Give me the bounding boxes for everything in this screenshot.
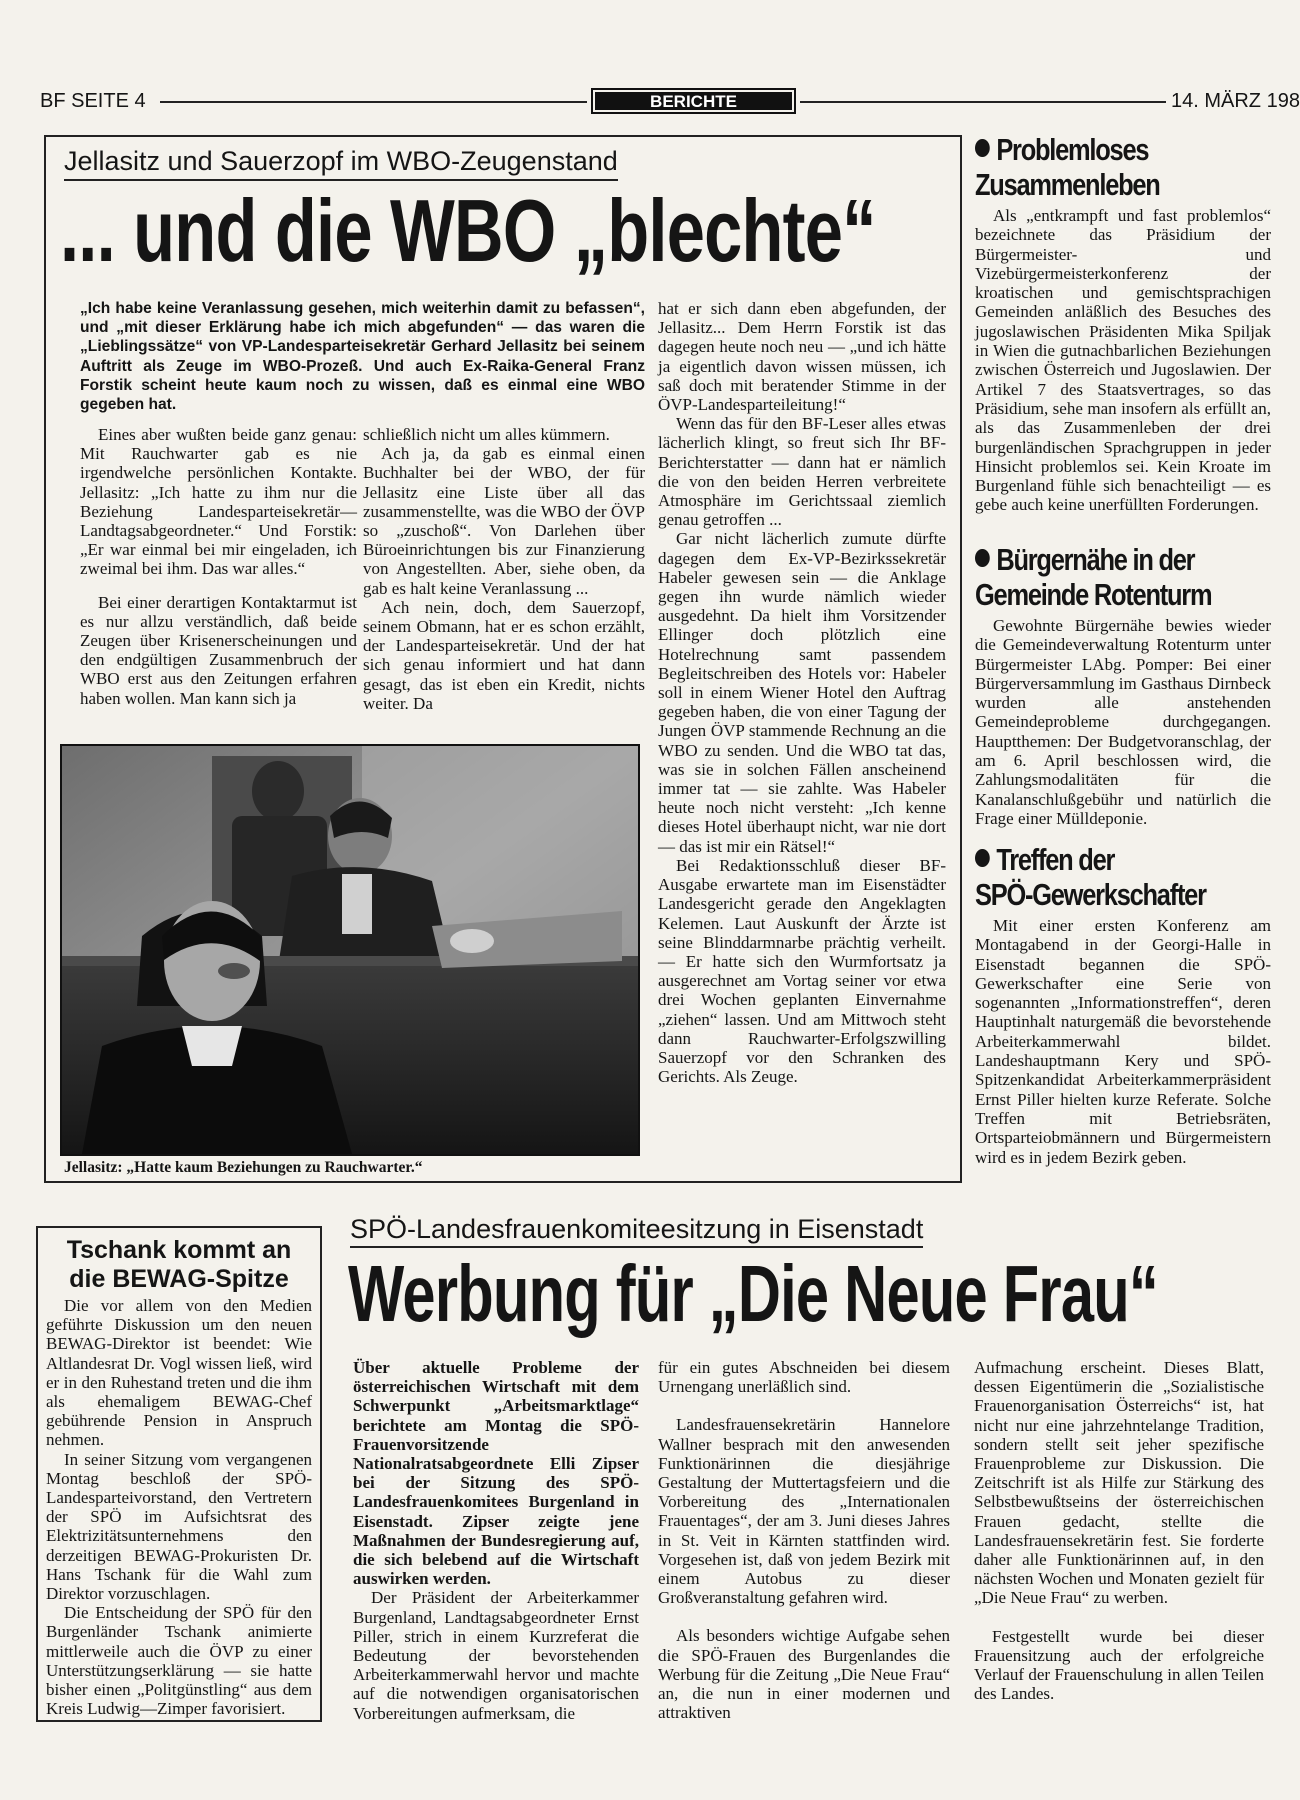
sidebar-item-3-title — [975, 842, 1218, 912]
bullet-icon — [975, 549, 990, 567]
box-title-line2: die BEWAG-Spitze — [69, 1265, 289, 1293]
header-rule-left — [160, 101, 587, 103]
box-p1: Die vor allem von den Medien geführte Diskussion um den neuen BEWAG-Direktor ist beendet: Wie Altlandesrat Dr. Vogl wissen ließ, wird er in den Ruhestand treten und die ihm als ehemaligem BEWAG-Chef gebührende Pension in Anspruch nehmen. — [46, 1296, 312, 1450]
main-col2-p2: Ach ja, da gab es einmal einen Buchhalter bei der WBO, der für Jellasitz eine Liste über all das zusammenstellte, was die WBO der ÖVP so „zuschoß“. Von Darlehen über Büroeinrichtungen bis zur Finanzierung von Angestellten. Aber, siehe oben, da gab es halt keine Veranlassung ... — [363, 444, 645, 598]
box-article — [36, 1226, 322, 1722]
main-col3-p2: Wenn das für den BF-Leser alles etwas lächerlich klingt, so freut sich Ihr BF-Berichterstatter — dann hat er nämlich die von den beiden Herren verbreitete Atmosphäre im Gerichtssaal ziemlich genau getroffen ... — [658, 414, 946, 530]
header-rule-right — [800, 101, 1166, 103]
section-label — [591, 88, 796, 114]
main-headline: ... und die WBO „blechte“ — [60, 181, 876, 280]
main-article — [44, 135, 962, 1183]
bottom-col2-p3: Als besonders wichtige Aufgabe sehen die SPÖ-Frauen des Burgenlandes die Werbung für die Zeitung „Die Neue Frau“ an, die nun in einer modernen und attraktiven — [658, 1626, 950, 1723]
main-col2-p1: schließlich nicht um alles kümmern. — [363, 425, 610, 444]
sidebar-item-3-title-line2: SPÖ-Gewerkschafter — [975, 877, 1206, 912]
main-col1-p2: Bei einer derartigen Kontaktarmut ist es nur allzu verständlich, daß beide Zeugen über Krisenerscheinungen und den endgültigen Zusammenbruch der WBO erst aus den Zeitungen erfahren haben wollen. Man kann sich ja — [80, 592, 357, 708]
sidebar-item-3 — [975, 842, 1271, 1167]
issue-date: 14. MÄRZ 198 — [1171, 90, 1300, 112]
bullet-icon — [975, 849, 990, 867]
sidebar-item-2-text: Gewohnte Bürgernähe bewies wieder die Gemeindeverwaltung Rotenturm unter Bürgermeister LAbg. Pomper: Bei einer Bürgerversammlung im Gasthaus Dirnbeck wurden alle anstehenden Gemeindeprobleme durchgegangen. Hauptthemen: Der Budgetvoranschlag, der am 6. April beschlossen wird, die Zahlungsmodalitäten für die Kanalanschlußgebühr und natürlich die Frage einer Mülldeponie. — [975, 616, 1271, 828]
sidebar-item-3-title-line1: Treffen der — [996, 842, 1115, 877]
bullet-icon — [975, 139, 990, 157]
page-number: BF SEITE 4 — [40, 90, 146, 112]
sidebar-item-2-title-line2: Gemeinde Rotenturm — [975, 577, 1212, 612]
sidebar-item-1-title — [975, 132, 1218, 202]
main-col2 — [363, 425, 645, 713]
bottom-headline: Werbung für „Die Neue Frau“ — [348, 1249, 1158, 1338]
main-col2-p3: Ach nein, doch, dem Sauerzopf, seinem Obmann, hat er es schon erzählt, der Landesparteisekretär. Und der hat sich genau informiert und hat dann gesagt, das ist eben ein Kredit, nichts weiter. Da — [363, 597, 645, 713]
bottom-col1-lead: Über aktuelle Probleme der österreichischen Wirtschaft mit dem Schwerpunkt „Arbeitsmarktlage“ berichtete am Montag die SPÖ-Frauenvorsitzende Nationalratsabgeordnete Elli Zipser bei der Sitzung des SPÖ-Landesfrauenkomitees Burgenland in Eisenstadt. Zipser zeigte jene Maßnahmen der Bundesregierung auf, die sich belebend auf die Wirtschaft auswirken werden. — [353, 1358, 639, 1589]
sidebar-item-2-title-line1: Bürgernähe in der — [996, 542, 1195, 577]
bottom-col2 — [658, 1358, 950, 1722]
sidebar-item-1 — [975, 132, 1271, 542]
sidebar — [975, 132, 1271, 1167]
bottom-col2-p1: für ein gutes Abschneiden bei diesem Urnengang unerläßlich sind. — [658, 1358, 950, 1397]
sidebar-item-1-title-line1: Problemloses — [996, 132, 1149, 167]
bottom-kicker: SPÖ-Landesfrauenkomiteesitzung in Eisenstadt — [350, 1214, 923, 1248]
sidebar-item-1-text: Als „entkrampft und fast problemlos“ bezeichnete das Präsidium der Bürgermeister- und Vizebürgermeisterkonferenz der kroatischen und gemischtsprachigen Gemeinden anläßlich des Besuches des jugoslawischen Präsidenten Mika Spiljak in Wien die gutnachbarlichen Beziehungen zwischen Österreich und Jugoslawien. Der Artikel 7 des Staatsvertrages, so das Präsidium, sehe man insofern als erfüllt an, als das Zusammenleben der drei burgenländischen Sprachgruppen in jeder Hinsicht problemlos sei. Kein Kroate im Burgenland fühle sich benachteiligt — es gebe auch keine unerfüllten Forderungen. — [975, 206, 1271, 515]
box-title-line1: Tschank kommt an — [66, 1236, 292, 1264]
bottom-col3-p1: Aufmachung erscheint. Dieses Blatt, dessen Eigentümerin die „Sozialistische Frauenorganisation Österreichs“ ist, hat nicht nur eine jahrzehntelange Tradition, sondern stellt seit jeher spezifische Frauenprobleme zur Diskussion. Die Zeitschrift ist als Hilfe zur Stärkung des Selbstbewußtseins der österreichischen Frauen gedacht, stellte die Landesfrauensekretärin fest. Sie forderte daher alle Funktionärinnen auf, in den nächsten Wochen und Monaten gezielt für „Die Neue Frau“ zu werben. — [974, 1358, 1264, 1608]
main-kicker: Jellasitz und Sauerzopf im WBO-Zeugenstand — [64, 146, 618, 181]
sidebar-item-1-title-line2: Zusammenleben — [975, 167, 1160, 202]
box-article-title — [46, 1236, 312, 1294]
main-lead-text: „Ich habe keine Veranlassung gesehen, mich weiterhin damit zu befassen“, und „mit dieser Erklärung habe ich mich abgefunden“ — das waren die „Lieblingssätze“ von VP-Landesparteisekretär Gerhard Jellasitz bei seinem Auftritt als Zeuge im WBO-Prozeß. Und auch Ex-Raika-General Franz Forstik scheint heute kaum noch zu wissen, daß es einmal eine WBO gegeben hat. — [80, 300, 645, 414]
main-col3-p4: Bei Redaktionsschluß dieser BF-Ausgabe erwartete man im Eisenstädter Landesgericht gerade den Angeklagten Kelemen. Laut Auskunft der Ärzte ist seine Blinddarmnarbe prächtig verheilt. — Er hatte sich den Wurmfortsatz ja ausgerechnet am Vortag seiner vor etwa drei Wochen geplanten Einvernahme „ziehen“ lassen. Und am Mittwoch steht dann Rauchwarter-Erfolgszwilling Sauerzopf vor den Schranken des Gerichts. Als Zeuge. — [658, 855, 946, 1087]
main-lead — [80, 299, 645, 414]
bottom-col3 — [974, 1358, 1264, 1703]
main-col1-p1: Eines aber wußten beide ganz genau: Mit Rauchwarter gab es nie irgendwelche persönlichen Kontakte. Jellasitz: „Ich hatte zu ihm nur die Beziehung Landesparteisekretär—Landtagsabgeordneter.“ Und Forstik: „Er war einmal bei mir eingeladen, ich zweimal bei ihm. Das war alles.“ — [80, 425, 357, 579]
main-col3 — [658, 299, 946, 1086]
section-label-text: BERICHTE — [595, 92, 792, 110]
courtroom-photo — [60, 744, 640, 1156]
courtroom-photo-image — [62, 746, 638, 1154]
box-p3: Die Entscheidung der SPÖ für den Burgenländer Tschank animierte mittlerweile auch die ÖVP zu einer Unterstützungserklärung — sie hatte bisher einen „Politgünstling“ aus dem Kreis Ludwig—Zimper favorisiert. — [46, 1603, 312, 1719]
sidebar-item-2 — [975, 542, 1271, 842]
main-col3-p3: Gar nicht lächerlich zumute dürfte dagegen dem Ex-VP-Bezirkssekretär Habeler gewesen sein — die Anklage gegen ihn wurde nämlich wieder ausgedehnt. Da hielt ihm Vorsitzender Ellinger doch plötzlich eine Hotelrechnung samt passendem Begleitschreiben des Hotels vor: Habeler soll in einem Wiener Hotel den Auftrag gegeben haben, die von einer Tagung der Jungen ÖVP stammende Rechnung an die WBO zu senden. Und die WBO tat das, was sie in solchen Fällen anscheinend immer tat — sie zahlte. Was Habeler heute noch nicht versteht: „Ich kenne dieses Hotel überhaupt nicht, war nie dort — das ist mir ein Rätsel!“ — [658, 529, 946, 856]
bottom-col1 — [353, 1358, 639, 1723]
sidebar-item-2-title — [975, 542, 1218, 612]
photo-caption: Jellasitz: „Hatte kaum Beziehungen zu Rauchwarter.“ — [64, 1159, 423, 1176]
bottom-col2-p2: Landesfrauensekretärin Hannelore Wallner besprach mit den anwesenden Funktionärinnen die diesjährige Gestaltung der Muttertagsfeiern und die Vorbereitung des „Internationalen Frauentages“, der am 3. Juni dieses Jahres in St. Veit in Kärnten stattfinden wird. Vorgesehen ist, daß von jedem Bezirk mit einem Autobus zu dieser Großveranstaltung gefahren wird. — [658, 1415, 950, 1608]
bottom-article — [340, 1208, 1271, 1798]
box-p2: In seiner Sitzung vom vergangenen Montag beschloß der SPÖ-Landesparteivorstand, den Vertretern der SPÖ im Aufsichtsrat des Elektrizitätsunternehmens den derzeitigen BEWAG-Prokuristen Dr. Hans Tschank für die Wahl zum Direktor vorzuschlagen. — [46, 1449, 312, 1604]
bottom-col1-p: Der Präsident der Arbeiterkammer Burgenland, Landtagsabgeordneter Ernst Piller, strich in einem Kurzreferat die Bedeutung der bevorstehenden Arbeiterkammerwahl hervor und machte auf die notwendigen organisatorischen Vorbereitungen aufmerksam, die — [353, 1588, 639, 1723]
bottom-col3-p2: Festgestellt wurde bei dieser Frauensitzung auch der erfolgreiche Verlauf der Frauenschulung in allen Teilen des Landes. — [974, 1626, 1264, 1704]
main-col3-p1: hat er sich dann eben abgefunden, der Jellasitz... Dem Herrn Forstik ist das dagegen heute noch neu — „und ich hätte ja eigentlich davon wissen müssen, ich saß doch mit beratender Stimme in der ÖVP-Landesparteileitung!“ — [658, 299, 946, 415]
main-col1 — [80, 425, 357, 708]
sidebar-item-3-text: Mit einer ersten Konferenz am Montagabend in der Georgi-Halle in Eisenstadt begannen die SPÖ-Gewerkschafter eine Serie von sogenannten „Informationstreffen“, deren Hauptinhalt naturgemäß die bevorstehende Arbeiterkammerwahl bildet. Landeshauptmann Kery und SPÖ-Spitzenkandidat Arbeiterkammerpräsident Ernst Piller hielten kurze Referate. Solche Treffen mit Betriebsräten, Ortsparteiobmännern und Bürgermeistern wird es in jedem Bezirk geben. — [975, 916, 1271, 1167]
page-header — [40, 88, 1300, 118]
